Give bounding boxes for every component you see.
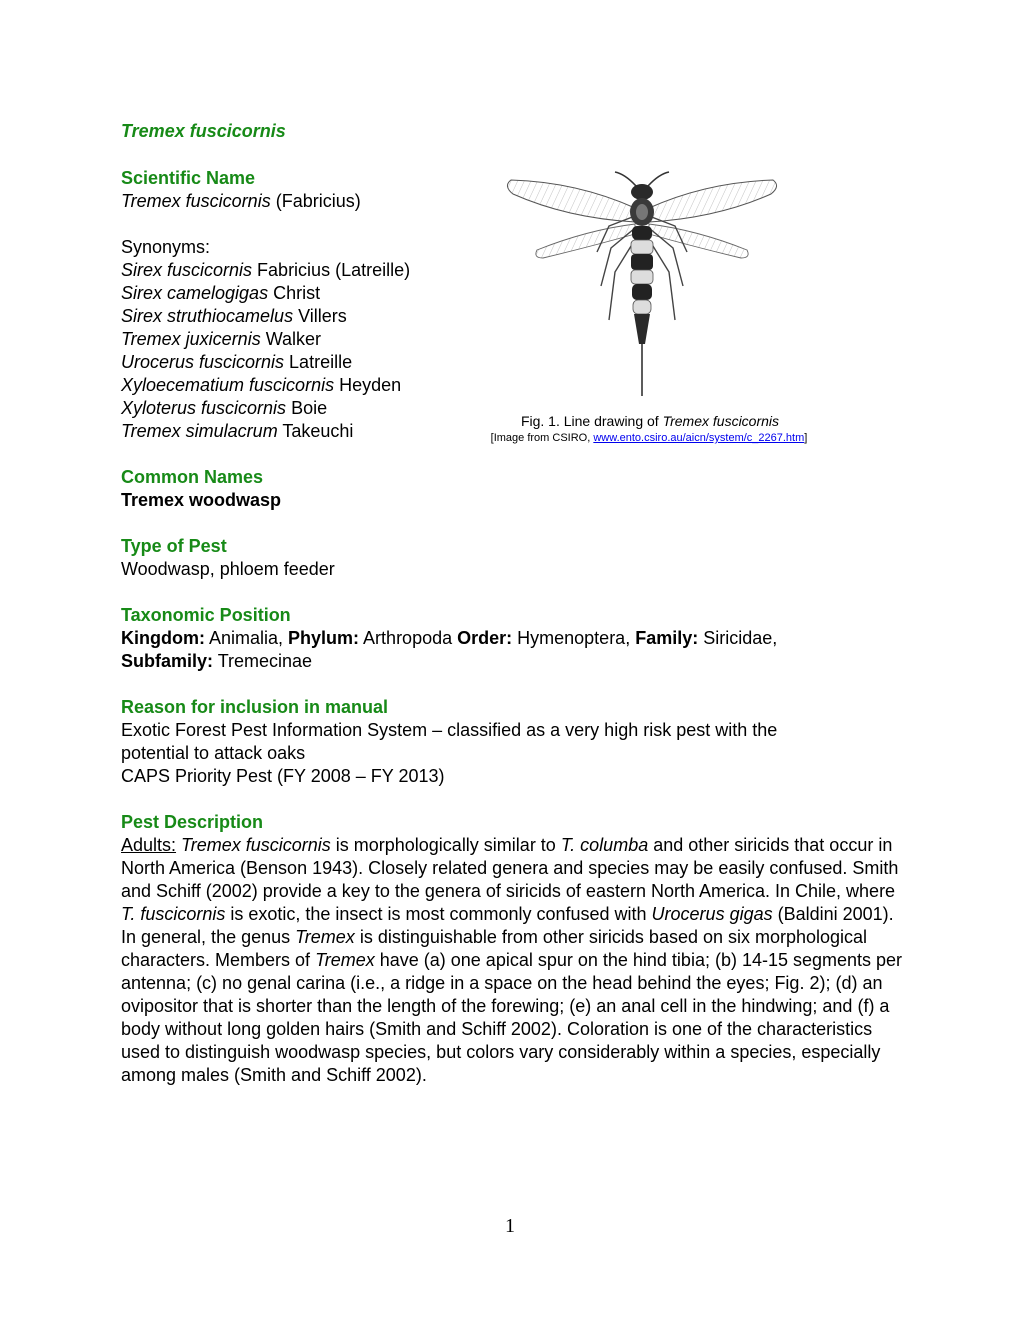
reason-line-1: Exotic Forest Pest Information System – classified as a very high risk pest with the (121, 720, 778, 740)
taxonomic-position-heading: Taxonomic Position (121, 605, 291, 625)
scientific-name-value (121, 190, 361, 213)
page-number: 1 (505, 1215, 515, 1237)
synonym-item: Tremex simulacrum Takeuchi (121, 421, 354, 441)
type-of-pest-value: Woodwasp, phloem feeder (121, 559, 335, 579)
synonym-item: Sirex fuscicornis Fabricius (Latreille) (121, 260, 411, 280)
taxonomy-line-2: Subfamily: Tremecinae (121, 651, 313, 671)
woodwasp-figure (497, 168, 787, 400)
document-title: Tremex fuscicornis (121, 121, 286, 141)
scientific-name-species: Tremex fuscicornis (121, 191, 271, 211)
synonyms-label: Synonyms: (121, 237, 211, 257)
pest-description-paragraph: Adults: Tremex fuscicornis is morphologically similar to T. columba and other siricids that occur in North America (Benson 1943). Closely related genera and species may be easily confused. Smith and Schiff (2002) provide a key to the genera of siricids of eastern North America. In Chile, where T. fuscicornis is exotic, the insect is most commonly confused with Urocerus gigas (Baldini 2001). In general, the genus Tremex is distinguishable from other siricids based on six morphological characters. Members of Tremex have (a) one apical spur on the hind tibia; (b) 14-15 segments per antenna; (c) no genal carina (i.e., a ridge in a space on the head behind the eyes; Fig. 2); (d) an ovipositor that is shorter than the length of the forewing; (e) an anal cell in the hindwing; and (f) a body without long golden hairs (Smith and Schiff 2002). Coloration is one of the characteristics used to distinguish woodwasp species, but colors vary considerably within a species, especially among males (Smith and Schiff 2002). (121, 835, 903, 1085)
reason-line-3: CAPS Priority Pest (FY 2008 – FY 2013) (121, 766, 445, 786)
figure-source-link[interactable]: www.ento.csiro.au/aicn/system/c_2267.htm (593, 432, 805, 444)
synonym-item: Sirex struthiocamelus Villers (121, 306, 347, 326)
synonym-item: Tremex juxicernis Walker (121, 329, 322, 349)
type-of-pest-heading: Type of Pest (121, 536, 227, 556)
scientific-name-heading: Scientific Name (121, 168, 256, 188)
synonym-item: Urocerus fuscicornis Latreille (121, 352, 353, 372)
common-names-heading: Common Names (121, 467, 264, 487)
scientific-name-author: (Fabricius) (270, 191, 361, 211)
taxonomy-line-1: Kingdom: Animalia, Phylum: Arthropoda Order: Hymenoptera, Family: Siricidae, (121, 628, 778, 648)
synonym-item: Xyloterus fuscicornis Boie (121, 398, 328, 418)
reason-heading: Reason for inclusion in manual (121, 697, 389, 717)
woodwasp-drawing-icon (497, 168, 787, 400)
figure-caption: Fig. 1. Line drawing of Tremex fuscicornis (520, 413, 780, 429)
synonym-item: Sirex camelogigas Christ (121, 283, 321, 303)
synonym-item: Xyloecematium fuscicornis Heyden (121, 375, 402, 395)
reason-line-2: potential to attack oaks (121, 743, 306, 763)
pest-description-heading: Pest Description (121, 812, 264, 832)
common-names-value: Tremex woodwasp (121, 490, 282, 510)
figure-source: [Image from CSIRO, www.ento.csiro.au/aicn/system/c_2267.htm] (490, 432, 808, 444)
